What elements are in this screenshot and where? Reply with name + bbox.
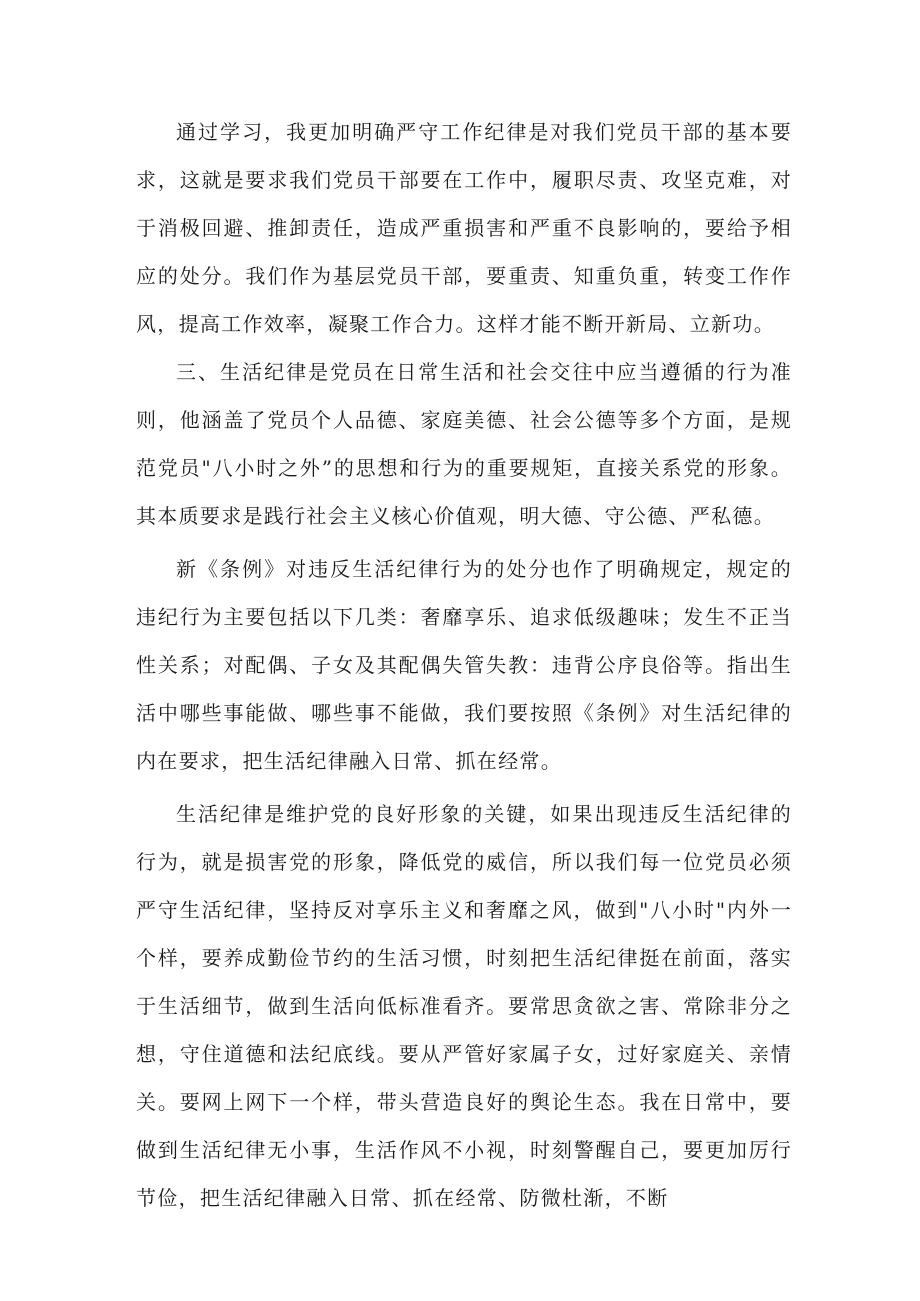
- document-body: [136, 108, 792, 1222]
- paragraph-work-discipline: 通过学习，我更加明确严守工作纪律是对我们党员干部的基本要求，这就是要求我们党员干部要在工作中，履职尽责、攻坚克难，对于消极回避、推卸责任，造成严重损害和严重不良影响的，要给予相应的处分。我们作为基层党员干部，要重责、知重负重，转变工作作风，提高工作效率，凝聚工作合力。这样才能不断开新局、立新功。: [136, 120, 792, 336]
- paragraph-regulation-provisions: 新《条例》对违反生活纪律行为的处分也作了明确规定，规定的违纪行为主要包括以下几类：奢靡享乐、追求低级趣味；发生不正当性关系；对配偶、子女及其配偶失管失教：违背公序良俗等。指出生活中哪些事能做、哪些事不能做，我们要按照《条例》对生活纪律的内在要求，把生活纪律融入日常、抓在经常。: [136, 557, 792, 773]
- paragraph-party-image: 生活纪律是维护党的良好形象的关键，如果出现违反生活纪律的行为，就是损害党的形象，降低党的威信，所以我们每一位党员必须严守生活纪律，坚持反对享乐主义和奢靡之风，做到"八小时"内外一个样，要养成勤俭节约的生活习惯，时刻把生活纪律挺在前面，落实于生活细节，做到生活向低标准看齐。要常思贪欲之害、常除非分之想，守住道德和法纪底线。要从严管好家属子女，过好家庭关、亲情关。要网上网下一个样，带头营造良好的舆论生态。我在日常中，要做到生活纪律无小事，生活作风不小视，时刻警醒自己，要更加厉行节俭，把生活纪律融入日常、抓在经常、防微杜渐，不断: [136, 802, 792, 1210]
- paragraph-life-discipline-intro: 三、生活纪律是党员在日常生活和社会交往中应当遵循的行为准则，他涵盖了党员个人品德、家庭美德、社会公德等多个方面，是规范党员"八小时之外”的思想和行为的重要规矩，直接关系党的形象。其本质要求是践行社会主义核心价值观，明大德、守公德、严私德。: [136, 360, 792, 528]
